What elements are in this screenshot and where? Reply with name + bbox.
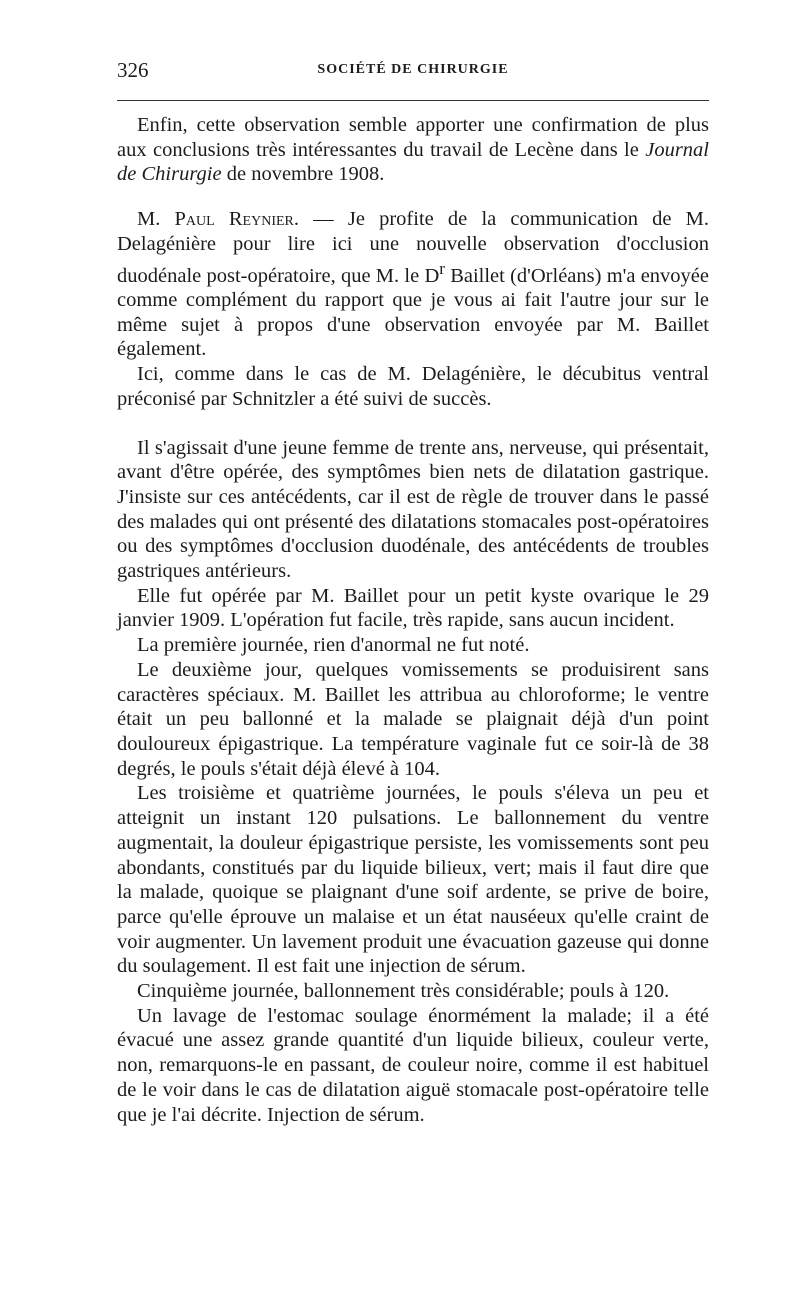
paragraph-text: de novembre 1908. [221, 163, 385, 186]
paragraph [117, 207, 709, 362]
paragraph: Cinquième journée, ballonnement très considérable; pouls à 120. [137, 980, 670, 1003]
paragraph: Elle fut opérée par M. Baillet pour un petit kyste ovarique le 29 janvier 1909. L'opération fut facile, très rapide, sans aucun incident. [117, 584, 709, 632]
header-rule [117, 100, 709, 101]
paragraph-text: Enfin, cette observation semble apporter une confirmation de plus aux conclusions très intéressantes du travail de Lecène dans le [117, 114, 709, 161]
paragraph [117, 113, 709, 187]
paragraph: La première journée, rien d'anormal ne fut noté. [137, 634, 530, 657]
paragraph-text: — Je profite de la communication de M. Delagénière pour lire ici une nouvelle observation d'occlusion duodénale post-opératoire, que M. le D [117, 208, 709, 287]
paragraph: Ici, comme dans le cas de M. Delagénière, le décubitus ventral préconisé par Schnitzler a été suivi de succès. [117, 363, 709, 410]
page-header [117, 58, 709, 88]
journal-title: Journal de Chirurgie [117, 138, 709, 186]
paragraph: Il s'agissait d'une jeune femme de trente ans, nerveuse, qui présentait, avant d'être opérée, des symptômes bien nets de dilatation gastrique. J'insiste sur ces antécédents, car il est de règle de trouver dans le passé des malades qui ont présenté des dilatations stomacales post-opératoires ou des symptômes d'occlusion duodénale, des antécédents de troubles gastriques antérieurs. [117, 436, 709, 583]
running-title: SOCIÉTÉ DE CHIRURGIE [317, 62, 509, 77]
body-text [117, 113, 709, 1127]
speaker-name: M. Paul Reynier. [137, 208, 299, 231]
paragraph-text: Baillet (d'Orléans) m'a envoyée comme complément du rapport que je vous ai fait l'autre jour sur le même sujet à propos d'une observation envoyée par M. Baillet également. [117, 264, 709, 361]
paragraph: Un lavage de l'estomac soulage énormément la malade; il a été évacué une assez grande quantité d'un liquide bilieux, couleur verte, non, remarquons-le en passant, de couleur noire, comme il est habituel de le voir dans le cas de dilatation aiguë stomacale post-opératoire telle que je l'ai décrite. Injection de sérum. [117, 1004, 709, 1126]
page-number: 326 [117, 58, 149, 82]
superscript: r [439, 258, 445, 278]
paragraph: Le deuxième jour, quelques vomissements se produisirent sans caractères spéciaux. M. Baillet les attribua au chloroforme; le ventre était un peu ballonné et la malade se plaignait déjà d'un point douloureux épigastrique. La température vaginale fut ce soir-là de 38 degrés, le pouls s'était déjà élevé à 104. [117, 658, 709, 780]
paragraph: Les troisième et quatrième journées, le pouls s'éleva un peu et atteignit un instant 120 pulsations. Le ballonnement du ventre augmentait, la douleur épigastrique persiste, les vomissements sont peu abondants, constitués par du liquide bilieux, vert; mais il faut dire que la malade, quoique se plaignant d'une soif ardente, se prive de boire, parce qu'elle éprouve un malaise et un état nauséeux qu'elle craint de voir augmenter. Un lavement produit une évacuation gazeuse qui donne du soulagement. Il est fait une injection de sérum. [117, 782, 709, 978]
